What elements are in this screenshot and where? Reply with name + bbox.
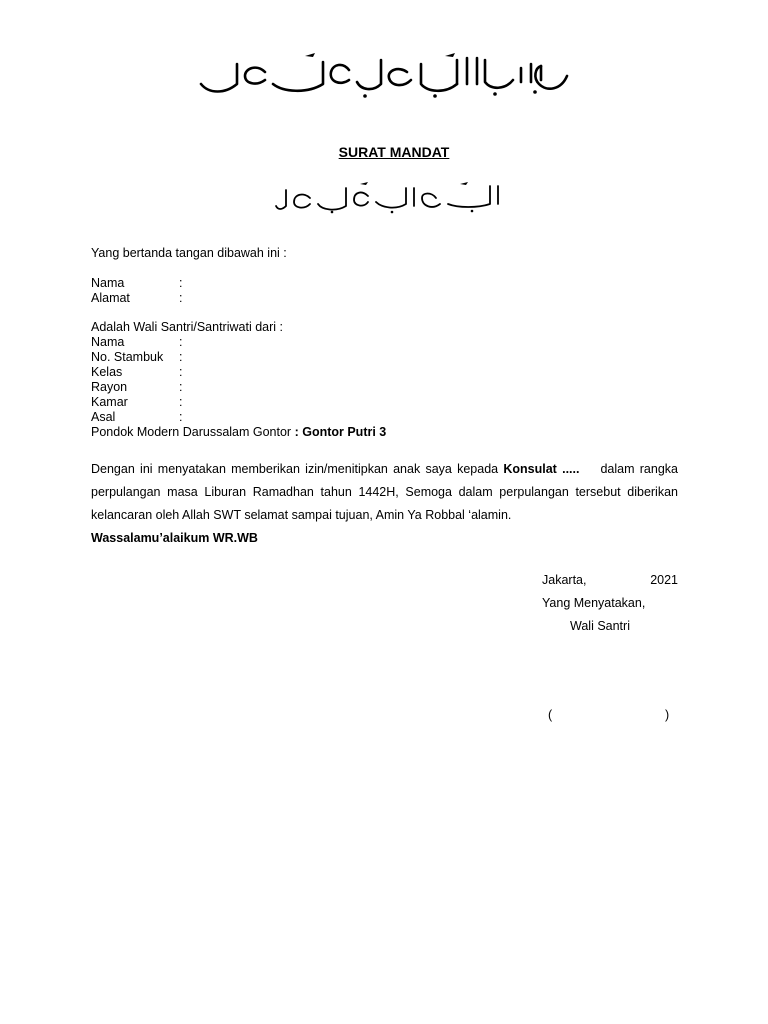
student-origin-label: Asal: [91, 410, 116, 424]
intro-text: Yang bertanda tangan dibawah ini :: [91, 246, 287, 260]
student-room-label: Kamar: [91, 395, 128, 409]
pondok-line: [91, 425, 386, 440]
pondok-colon: :: [291, 425, 303, 439]
basmala-calligraphy: [195, 50, 575, 100]
student-class-label: Kelas: [91, 365, 123, 379]
student-stambuk-colon: :: [179, 350, 183, 364]
signature-place-date: [542, 573, 678, 588]
konsulat-text: Konsulat .....: [503, 462, 580, 476]
student-intro-text: Adalah Wali Santri/Santriwati dari :: [91, 320, 283, 334]
student-rayon-label: Rayon: [91, 380, 128, 394]
signature-stated-by: Yang Menyatakan,: [542, 596, 646, 610]
guardian-address-colon: :: [179, 291, 183, 305]
student-rayon-colon: :: [179, 380, 183, 394]
signature-role: Wali Santri: [570, 619, 630, 633]
signature-paren-close: ): [665, 708, 670, 722]
student-name-label: Nama: [91, 335, 125, 349]
signature-year: 2021: [650, 573, 678, 587]
signature-city: Jakarta,: [542, 573, 587, 587]
body-text: [91, 458, 682, 527]
salam-calligraphy: [272, 180, 504, 214]
student-name-colon: :: [179, 335, 183, 349]
student-room-colon: :: [179, 395, 183, 409]
body-paragraph: [91, 458, 682, 550]
body-part1: Dengan ini menyatakan memberikan izin/menitipkan anak saya kepada: [91, 462, 504, 476]
closing-greeting: Wassalamu’alaikum WR.WB: [91, 531, 258, 545]
body-part2: dalam rangka perpulangan masa Liburan Ramadhan tahun 1442H, Semoga dalam perpulangan tersebut diberikan kelancaran oleh Allah SWT selamat sampai tujuan, Amin Ya Robbal ‘alamin.: [91, 462, 682, 522]
pondok-value: Gontor Putri 3: [302, 425, 387, 439]
student-origin-colon: :: [179, 410, 183, 424]
pondok-label: Pondok Modern Darussalam Gontor: [91, 425, 292, 439]
student-class-colon: :: [179, 365, 183, 379]
guardian-address-label: Alamat: [91, 291, 130, 305]
student-stambuk-label: No. Stambuk: [91, 350, 164, 364]
guardian-name-label: Nama: [91, 276, 125, 290]
guardian-name-colon: :: [179, 276, 183, 290]
document-title: SURAT MANDAT: [338, 144, 450, 160]
signature-paren-open: (: [548, 708, 553, 722]
